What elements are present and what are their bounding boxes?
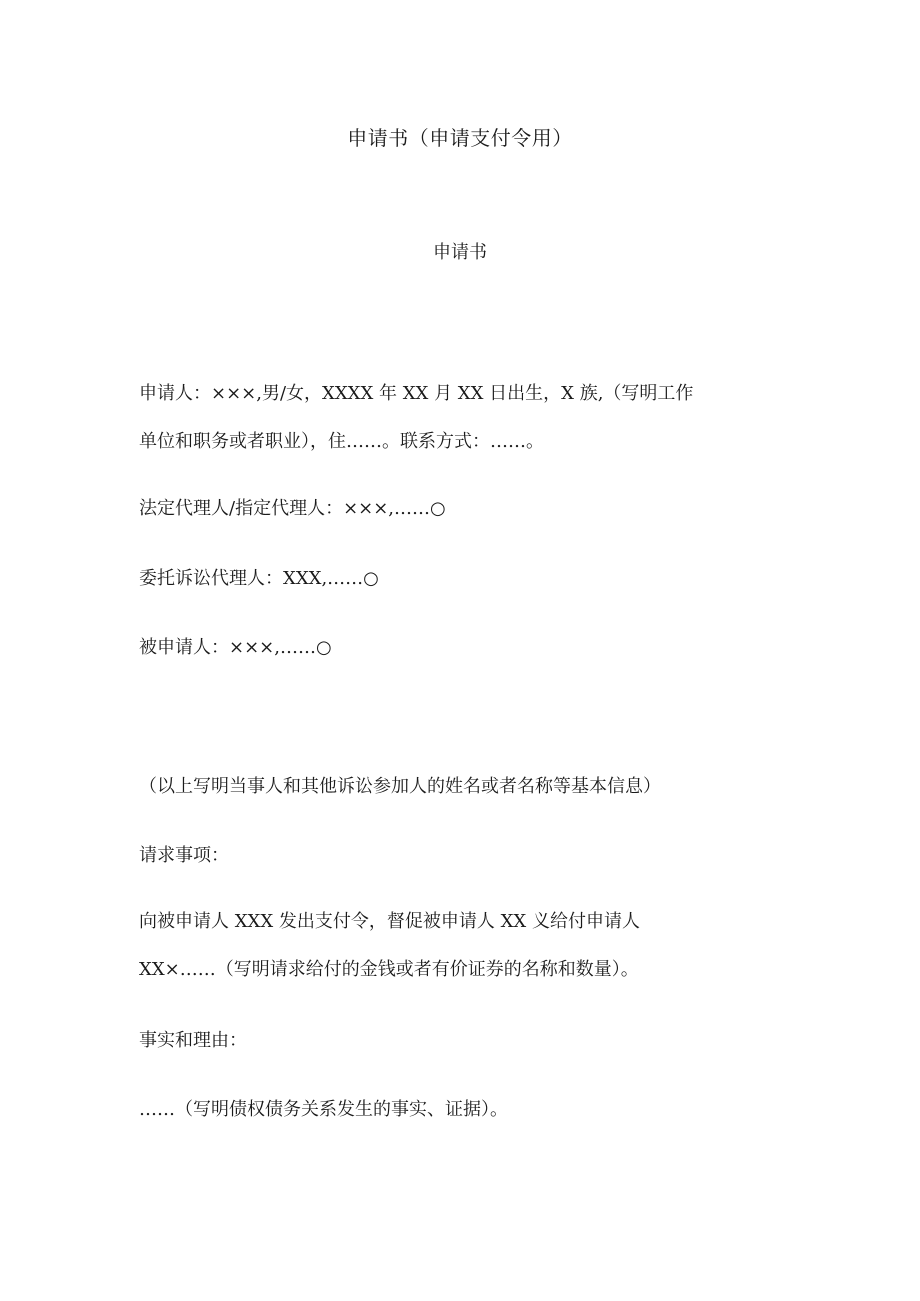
claims-line-2: XX×……（写明请求给付的金钱或者有价证券的名称和数量）。 [139,959,639,980]
facts-body: ……（写明债权债务关系发生的事实、证据）。 [139,1099,508,1120]
applicant-line-2: 单位和职务或者职业），住……。联系方式：……。 [139,431,544,452]
parties-note-text: （以上写明当事人和其他诉讼参加人的姓名或者名称等基本信息） [139,776,661,797]
parties-note-paragraph [139,763,799,811]
applicant-paragraph [139,370,799,466]
applicant-line-1: 申请人：×××,男/女，XXXX 年 XX 月 XX 日出生，X 族,（写明工作 [139,383,694,404]
document-title: 申请书（申请支付令用） [347,126,573,150]
legal-agent-text: 法定代理人/指定代理人：×××,……○ [139,498,446,519]
facts-paragraph [139,1086,799,1134]
respondent-paragraph [139,624,799,672]
document-subtitle: 申请书 [433,242,487,263]
entrusted-agent-paragraph [139,555,799,603]
entrusted-agent-text: 委托诉讼代理人：XXX,……○ [139,568,379,589]
claims-heading-paragraph [139,832,799,880]
claims-heading: 请求事项： [139,845,229,866]
claims-paragraph [139,898,799,994]
legal-agent-paragraph [139,485,799,533]
facts-heading-paragraph [139,1017,799,1065]
respondent-text: 被申请人：×××,……○ [139,637,332,658]
claims-line-1: 向被申请人 XXX 发出支付令，督促被申请人 XX 义给付申请人 [139,911,640,932]
facts-heading: 事实和理由： [139,1030,247,1051]
